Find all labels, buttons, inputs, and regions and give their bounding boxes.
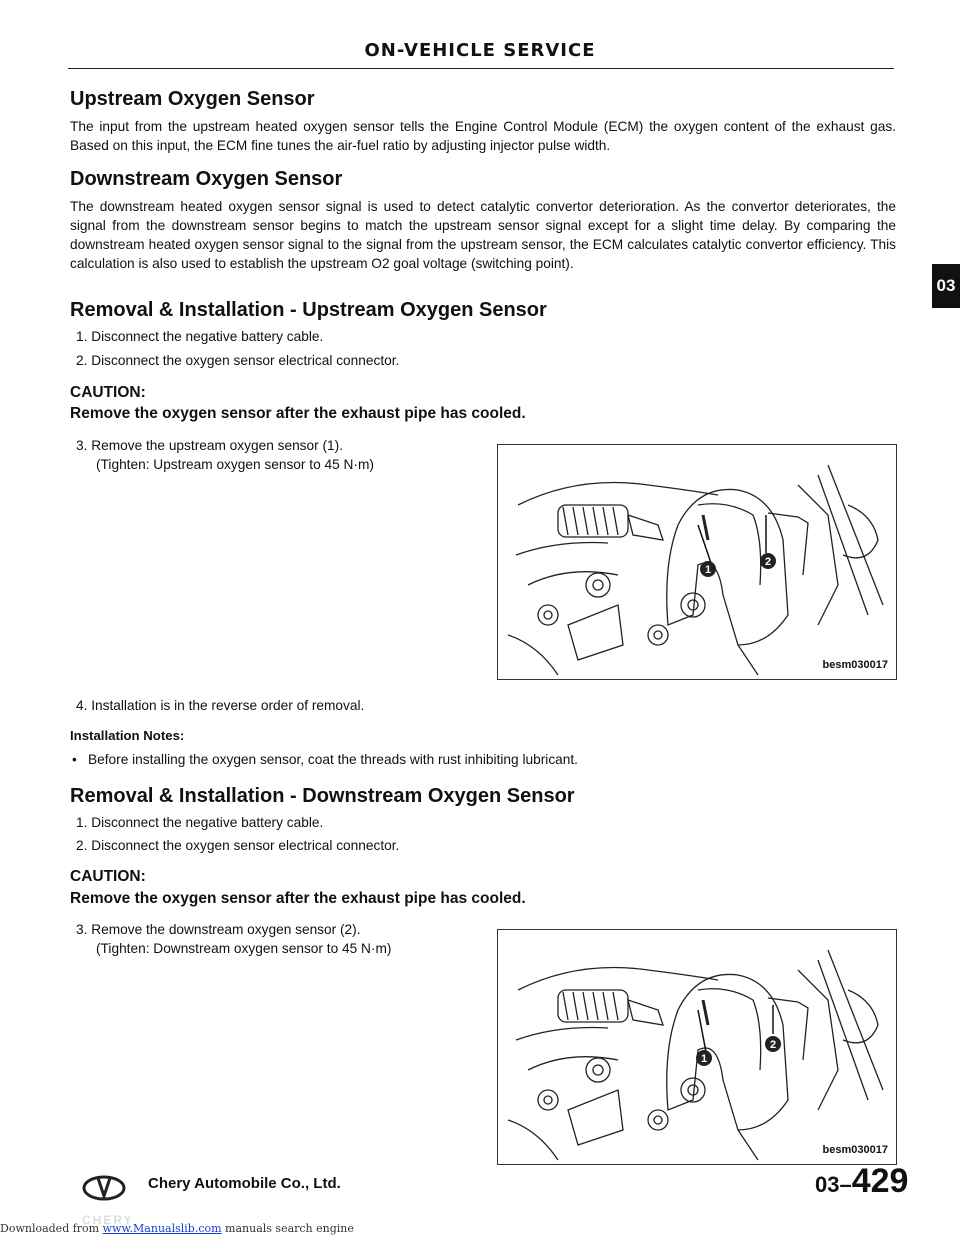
upstream-description: The input from the upstream heated oxygen sensor tells the Engine Control Module (ECM) the oxygen content of the exhaust gas. Based on this input, the ECM fine tunes the air-fuel ratio by adjusting injector pulse width. xyxy=(70,119,896,153)
installation-note-1 xyxy=(72,752,578,767)
installation-note-1-text: Before installing the oxygen sensor, coat the threads with rust inhibiting lubricant. xyxy=(88,752,578,767)
callout-2-label: 2 xyxy=(769,1039,777,1051)
upstream-sensor-figure xyxy=(497,444,897,680)
download-prefix: Downloaded from xyxy=(0,1222,103,1235)
chery-logo-icon xyxy=(82,1170,126,1206)
callout-1-label: 1 xyxy=(704,564,712,576)
upstream-step-3 xyxy=(76,436,374,474)
footer-company: Chery Automobile Co., Ltd. xyxy=(148,1175,341,1192)
upstream-step-1: 1. Disconnect the negative battery cable. xyxy=(76,329,324,344)
bullet-icon: • xyxy=(72,752,77,767)
downstream-step-1: 1. Disconnect the negative battery cable. xyxy=(76,815,324,830)
chapter-tab: 03 xyxy=(932,264,960,308)
page-chapter: 03– xyxy=(815,1172,852,1197)
figure-id: besm030017 xyxy=(822,1144,888,1156)
section-title-downstream: Downstream Oxygen Sensor xyxy=(70,168,343,190)
page-number-value: 429 xyxy=(851,1162,909,1200)
upstream-step-2: 2. Disconnect the oxygen sensor electrical connector. xyxy=(76,353,400,368)
downstream-sensor-figure xyxy=(497,929,897,1165)
upstream-caution-label: CAUTION: xyxy=(70,384,146,401)
upstream-step-3-torque: (Tighten: Upstream oxygen sensor to 45 N·m) xyxy=(96,457,374,472)
page-number xyxy=(815,1162,908,1201)
callout-2-label: 2 xyxy=(764,556,772,568)
downstream-caution-text: Remove the oxygen sensor after the exhaust pipe has cooled. xyxy=(70,890,526,907)
section-title-removal-downstream: Removal & Installation - Downstream Oxygen Sensor xyxy=(70,785,575,807)
figure-id: besm030017 xyxy=(822,659,888,671)
header-divider xyxy=(68,68,894,69)
downstream-step-3-text: 3. Remove the downstream oxygen sensor (2). xyxy=(76,922,361,937)
chery-logo-text: CHERY xyxy=(82,1213,134,1227)
installation-notes-label: Installation Notes: xyxy=(70,728,185,743)
download-banner xyxy=(0,1222,354,1235)
section-title-removal-upstream: Removal & Installation - Upstream Oxygen Sensor xyxy=(70,299,547,321)
download-suffix: manuals search engine xyxy=(221,1222,354,1235)
upstream-step-4: 4. Installation is in the reverse order of removal. xyxy=(76,698,365,713)
downstream-description: The downstream heated oxygen sensor signal is used to detect catalytic convertor deterioration. As the convertor deteriorates, the signal from the downstream sensor begins to match the upstream sensor signal except for a slight time delay. By comparing the downstream heated oxygen sensor signal to the signal from the upstream sensor, the ECM calculates catalytic convertor efficiency. This calculation is also used to establish the upstream O2 goal voltage (switching point). xyxy=(70,199,896,271)
upstream-step-3-text: 3. Remove the upstream oxygen sensor (1). xyxy=(76,438,344,453)
downstream-step-3 xyxy=(76,920,391,958)
downstream-caution-label: CAUTION: xyxy=(70,868,146,885)
section-title-upstream: Upstream Oxygen Sensor xyxy=(70,88,315,110)
callout-1-label: 1 xyxy=(700,1053,708,1065)
manualslib-link[interactable]: www.Manualslib.com xyxy=(102,1222,222,1235)
upstream-caution-text: Remove the oxygen sensor after the exhaust pipe has cooled. xyxy=(70,405,526,422)
engine-illustration xyxy=(498,930,896,1164)
downstream-step-2: 2. Disconnect the oxygen sensor electrical connector. xyxy=(76,838,400,853)
downstream-step-3-torque: (Tighten: Downstream oxygen sensor to 45 N·m) xyxy=(96,941,392,956)
engine-illustration xyxy=(498,445,896,679)
page-header-title: ON-VEHICLE SERVICE xyxy=(364,40,596,61)
